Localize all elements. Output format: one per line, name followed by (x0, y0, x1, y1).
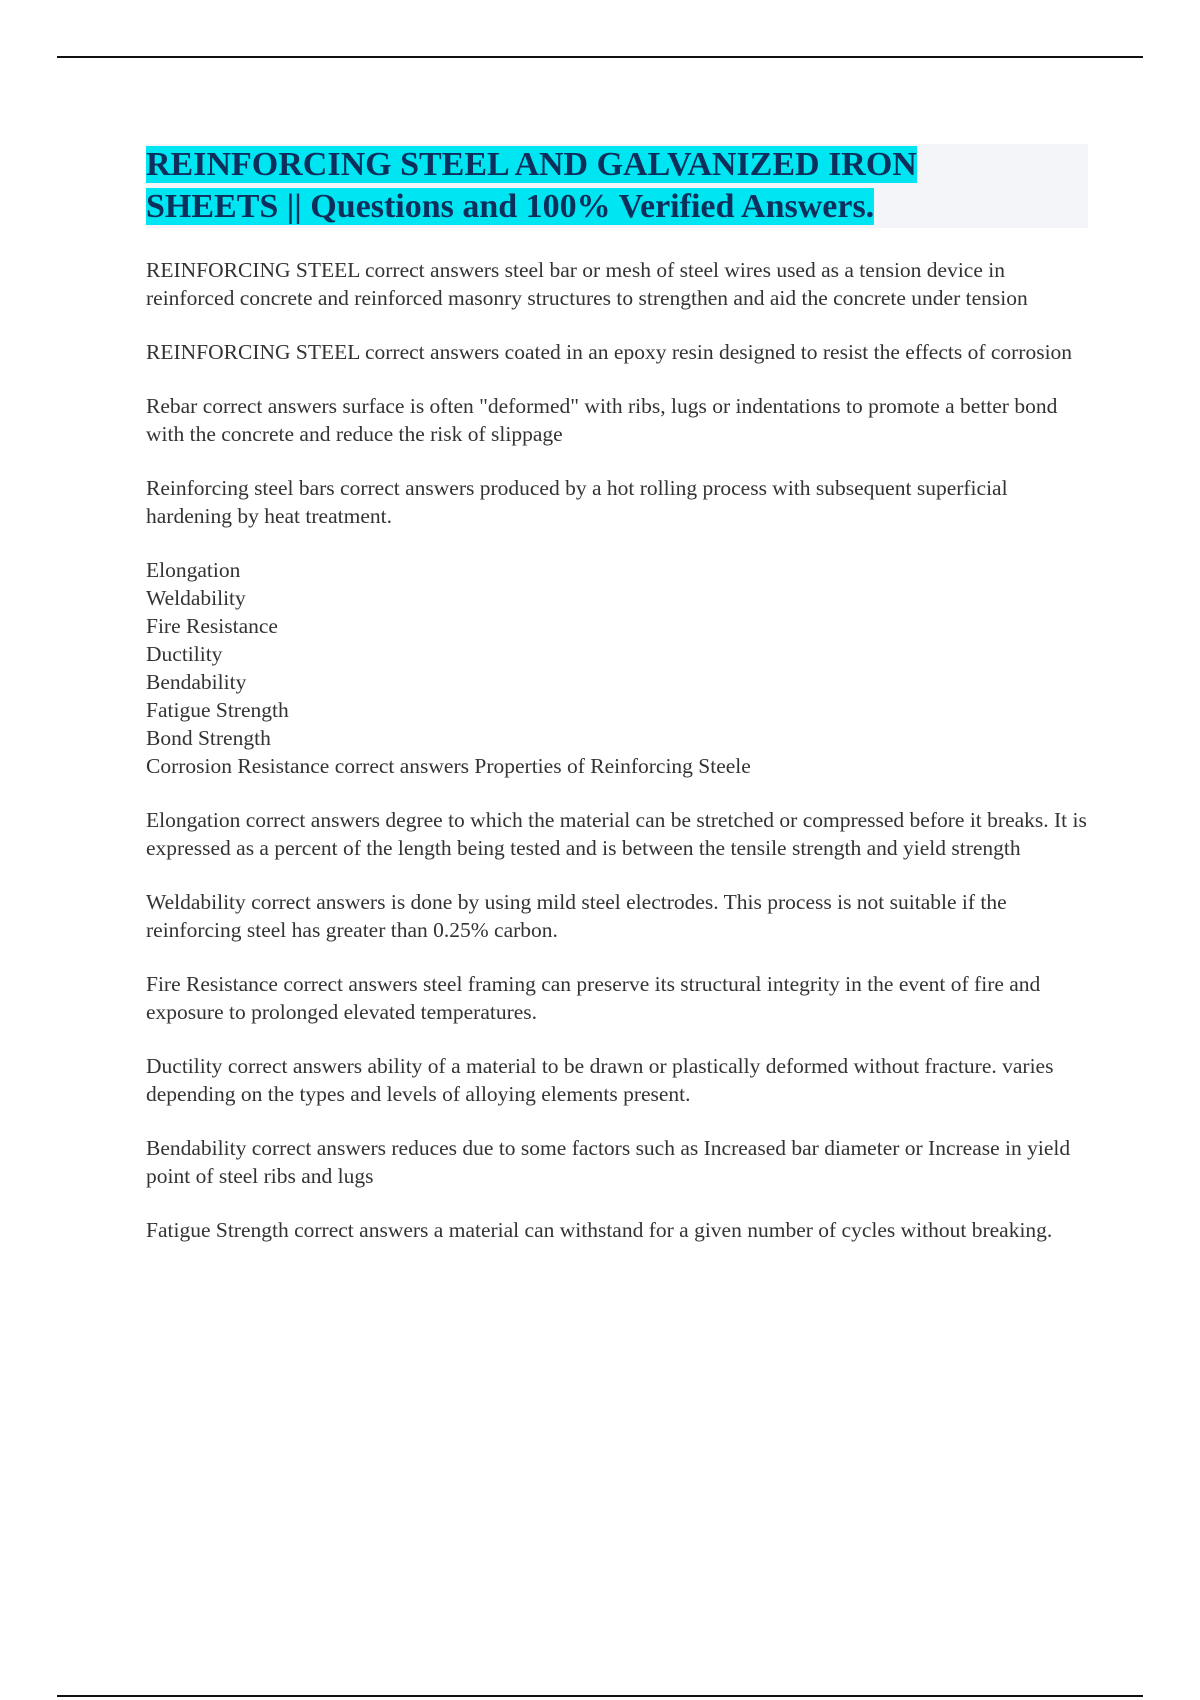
property-item-last (146, 752, 1088, 780)
qa-item (146, 256, 1088, 312)
qa-term: Fire Resistance (146, 972, 278, 996)
property-item: Bendability (146, 670, 247, 694)
qa-answer: ability of a material to be drawn or plastically deformed without fracture. varies depending on the types and levels of alloying elements present. (146, 1054, 1054, 1106)
qa-item (146, 806, 1088, 862)
property-item: Ductility (146, 642, 223, 666)
property-item: Weldability (146, 586, 246, 610)
qa-separator: correct answers (222, 1054, 368, 1078)
qa-term: Fatigue Strength (146, 1218, 289, 1242)
qa-term: Elongation (146, 808, 241, 832)
bottom-rule (57, 1695, 1143, 1697)
qa-answer: reduces due to some factors such as Increased bar diameter or Increase in yield point of steel ribs and lugs (146, 1136, 1071, 1188)
qa-term: Ductility (146, 1054, 223, 1078)
title-block (146, 144, 1088, 228)
qa-item (146, 392, 1088, 448)
properties-answer: Properties of Reinforcing Steele (474, 754, 751, 778)
qa-separator: correct answers (334, 476, 480, 500)
property-item: Elongation (146, 558, 241, 582)
qa-separator: correct answers (197, 394, 343, 418)
qa-term: REINFORCING STEEL (146, 258, 360, 282)
qa-term: Rebar (146, 394, 198, 418)
qa-separator: correct answers (359, 340, 505, 364)
qa-item (146, 888, 1088, 944)
qa-term: REINFORCING STEEL (146, 340, 360, 364)
qa-answer: a material can withstand for a given number of cycles without breaking. (433, 1218, 1053, 1242)
title-line-1: REINFORCING STEEL AND GALVANIZED IRON (146, 146, 917, 183)
document-title (146, 144, 1088, 228)
qa-separator: correct answers (277, 972, 424, 996)
qa-answer: coated in an epoxy resin designed to resist the effects of corrosion (504, 340, 1073, 364)
qa-answer: steel bar or mesh of steel wires used as a tension device in reinforced concrete and reinforced masonry structures to strengthen and aid the concrete under tension (146, 258, 1028, 310)
qa-separator: correct answers (329, 754, 475, 778)
properties-list (146, 556, 1088, 780)
qa-item (146, 1216, 1088, 1244)
qa-separator: correct answers (359, 258, 505, 282)
qa-item (146, 1052, 1088, 1108)
property-item: Fatigue Strength (146, 698, 289, 722)
qa-answer: steel framing can preserve its structural integrity in the event of fire and exposure to prolonged elevated temperatures. (146, 972, 1041, 1024)
qa-term: Bendability (146, 1136, 247, 1160)
qa-separator: correct answers (240, 808, 386, 832)
property-item: Fire Resistance (146, 614, 278, 638)
qa-answer: produced by a hot rolling process with subsequent superficial hardening by heat treatment. (146, 476, 1008, 528)
qa-answer: surface is often "deformed" with ribs, lugs or indentations to promote a better bond with the concrete and reduce the risk of slippage (146, 394, 1058, 446)
title-line-2: SHEETS || Questions and 100% Verified Answers. (146, 188, 875, 225)
qa-item (146, 338, 1088, 366)
qa-separator: correct answers (245, 890, 391, 914)
property-item: Bond Strength (146, 726, 271, 750)
qa-item (146, 1134, 1088, 1190)
qa-answer: degree to which the material can be stretched or compressed before it breaks. It is expressed as a percent of the length being tested and is between the tensile strength and yield strength (146, 808, 1087, 860)
qa-term: Reinforcing steel bars (146, 476, 335, 500)
qa-answer: is done by using mild steel electrodes. This process is not suitable if the reinforcing steel has greater than 0.25% carbon. (146, 890, 1007, 942)
qa-term: Weldability (146, 890, 246, 914)
qa-separator: correct answers (288, 1218, 434, 1242)
qa-separator: correct answers (246, 1136, 392, 1160)
qa-item (146, 970, 1088, 1026)
property-item: Corrosion Resistance (146, 754, 330, 778)
top-rule (57, 56, 1143, 58)
qa-item (146, 474, 1088, 530)
document-body (146, 144, 1088, 1270)
